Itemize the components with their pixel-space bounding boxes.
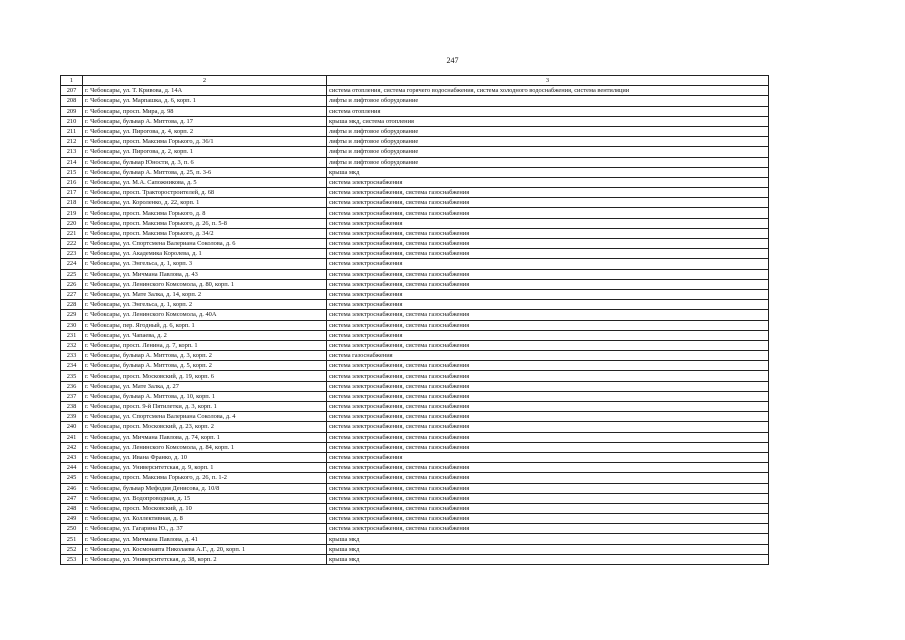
table-row	[61, 147, 769, 157]
row-address: г. Чебоксары, ул. Мичмана Павлова, д. 74, корп. 1	[83, 432, 327, 442]
row-works: система электроснабжения, система газоснабжения	[327, 228, 769, 238]
row-works: система электроснабжения	[327, 177, 769, 187]
row-works: система отопления, система горячего водоснабжения, система холодного водоснабжения, система вентиляции	[327, 86, 769, 96]
table-row	[61, 514, 769, 524]
row-address: г. Чебоксары, просп. Ленина, д. 7, корп. 1	[83, 340, 327, 350]
table-row	[61, 442, 769, 452]
table-row	[61, 228, 769, 238]
table-row	[61, 452, 769, 462]
row-address: г. Чебоксары, ул. Марпашка, д. 6, корп. 1	[83, 96, 327, 106]
row-address: г. Чебоксары, ул. Коллективная, д. 8	[83, 514, 327, 524]
row-number: 239	[61, 412, 83, 422]
row-works: система электроснабжения, система газоснабжения	[327, 412, 769, 422]
row-number: 233	[61, 351, 83, 361]
table-row	[61, 503, 769, 513]
row-number: 225	[61, 269, 83, 279]
row-works: система электроснабжения, система газоснабжения	[327, 493, 769, 503]
table-row	[61, 432, 769, 442]
row-works: лифты и лифтовое оборудование	[327, 157, 769, 167]
row-address: г. Чебоксары, просп. Максима Горького, д. 34/2	[83, 228, 327, 238]
row-number: 253	[61, 554, 83, 564]
row-number: 250	[61, 524, 83, 534]
row-number: 244	[61, 463, 83, 473]
row-works: крыша мкд	[327, 554, 769, 564]
table-row	[61, 239, 769, 249]
row-number: 245	[61, 473, 83, 483]
row-works: система отопления	[327, 106, 769, 116]
row-works: система электроснабжения	[327, 289, 769, 299]
table-row	[61, 524, 769, 534]
row-number: 226	[61, 279, 83, 289]
row-number: 213	[61, 147, 83, 157]
row-works: система электроснабжения, система газоснабжения	[327, 249, 769, 259]
row-address: г. Чебоксары, ул. М.А. Сапожникова, д. 5	[83, 177, 327, 187]
row-address: г. Чебоксары, ул. Академика Королева, д. 1	[83, 249, 327, 259]
row-address: г. Чебоксары, бульвар Юности, д. 3, п. 6	[83, 157, 327, 167]
row-address: г. Чебоксары, просп. Максима Горького, д. 36/1	[83, 137, 327, 147]
table-row	[61, 320, 769, 330]
row-works: система электроснабжения	[327, 259, 769, 269]
row-number: 231	[61, 330, 83, 340]
row-works: крыша мкд, система отопления	[327, 116, 769, 126]
row-address: г. Чебоксары, просп. Московский, д. 23, корп. 2	[83, 422, 327, 432]
row-works: система газоснабжения	[327, 351, 769, 361]
row-number: 237	[61, 391, 83, 401]
table-body	[61, 86, 769, 565]
row-works: система электроснабжения	[327, 218, 769, 228]
row-works: лифты и лифтовое оборудование	[327, 126, 769, 136]
row-address: г. Чебоксары, ул. Чапаева, д. 2	[83, 330, 327, 340]
row-number: 214	[61, 157, 83, 167]
table-row	[61, 310, 769, 320]
table-row	[61, 116, 769, 126]
row-address: г. Чебоксары, ул. Ивана Франко, д. 10	[83, 452, 327, 462]
table-row	[61, 96, 769, 106]
row-works: лифты и лифтовое оборудование	[327, 137, 769, 147]
table-row	[61, 198, 769, 208]
table-row	[61, 167, 769, 177]
table-row	[61, 473, 769, 483]
table-row	[61, 422, 769, 432]
row-number: 238	[61, 402, 83, 412]
row-address: г. Чебоксары, ул. Ленинского Комсомола, д. 40А	[83, 310, 327, 320]
row-address: г. Чебоксары, просп. Тракторостроителей, д. 68	[83, 188, 327, 198]
table-row	[61, 188, 769, 198]
row-address: г. Чебоксары, ул. Мате Залка, д. 14, корп. 2	[83, 289, 327, 299]
table-row	[61, 289, 769, 299]
page-number: 247	[446, 56, 459, 65]
row-works: система электроснабжения, система газоснабжения	[327, 432, 769, 442]
column-header-works: 3	[327, 76, 769, 86]
row-number: 210	[61, 116, 83, 126]
row-works: система электроснабжения	[327, 330, 769, 340]
row-number: 234	[61, 361, 83, 371]
row-number: 248	[61, 503, 83, 513]
table-row	[61, 86, 769, 96]
row-number: 216	[61, 177, 83, 187]
table-row	[61, 137, 769, 147]
row-number: 222	[61, 239, 83, 249]
row-works: система электроснабжения, система газоснабжения	[327, 269, 769, 279]
column-header-number: 1	[61, 76, 83, 86]
row-works: крыша мкд	[327, 534, 769, 544]
row-address: г. Чебоксары, бульвар Мефодия Денисова, д. 10/8	[83, 483, 327, 493]
row-address: г. Чебоксары, бульвар А. Миттова, д. 3, корп. 2	[83, 351, 327, 361]
row-address: г. Чебоксары, просп. Максима Горького, д. 26, п. 1-2	[83, 473, 327, 483]
table-row	[61, 361, 769, 371]
row-works: система электроснабжения, система газоснабжения	[327, 422, 769, 432]
table-row	[61, 218, 769, 228]
row-number: 218	[61, 198, 83, 208]
row-number: 208	[61, 96, 83, 106]
row-address: г. Чебоксары, просп. Московский, д. 10	[83, 503, 327, 513]
row-address: г. Чебоксары, ул. Университетская, д. 38, корп. 2	[83, 554, 327, 564]
row-works: система электроснабжения, система газоснабжения	[327, 340, 769, 350]
row-address: г. Чебоксары, ул. Энгельса, д. 1, корп. 2	[83, 300, 327, 310]
row-number: 215	[61, 167, 83, 177]
row-address: г. Чебоксары, ул. Спортсмена Валериана Соколова, д. 6	[83, 239, 327, 249]
table-row	[61, 157, 769, 167]
table-row	[61, 493, 769, 503]
row-number: 232	[61, 340, 83, 350]
row-number: 241	[61, 432, 83, 442]
table-row	[61, 534, 769, 544]
row-number: 220	[61, 218, 83, 228]
row-works: система электроснабжения	[327, 300, 769, 310]
row-works: система электроснабжения, система газоснабжения	[327, 463, 769, 473]
row-number: 236	[61, 381, 83, 391]
row-number: 230	[61, 320, 83, 330]
row-address: г. Чебоксары, бульвар А. Миттова, д. 25, п. 3-6	[83, 167, 327, 177]
row-works: система электроснабжения, система газоснабжения	[327, 524, 769, 534]
row-number: 252	[61, 544, 83, 554]
row-works: система электроснабжения, система газоснабжения	[327, 391, 769, 401]
table-row	[61, 412, 769, 422]
row-address: г. Чебоксары, ул. Университетская, д. 9, корп. 1	[83, 463, 327, 473]
table-row	[61, 544, 769, 554]
row-address: г. Чебоксары, ул. Мате Залка, д. 27	[83, 381, 327, 391]
row-works: система электроснабжения, система газоснабжения	[327, 503, 769, 513]
table-row	[61, 208, 769, 218]
table-row	[61, 177, 769, 187]
works-registry-table	[60, 75, 769, 565]
row-number: 228	[61, 300, 83, 310]
row-number: 209	[61, 106, 83, 116]
row-address: г. Чебоксары, ул. Ленинского Комсомола, д. 80, корп. 1	[83, 279, 327, 289]
row-number: 224	[61, 259, 83, 269]
column-header-address: 2	[83, 76, 327, 86]
row-number: 223	[61, 249, 83, 259]
row-number: 217	[61, 188, 83, 198]
row-address: г. Чебоксары, ул. Ленинского Комсомола, д. 84, корп. 1	[83, 442, 327, 452]
row-number: 247	[61, 493, 83, 503]
row-number: 243	[61, 452, 83, 462]
row-number: 249	[61, 514, 83, 524]
row-number: 229	[61, 310, 83, 320]
row-address: г. Чебоксары, ул. Короленко, д. 22, корп. 1	[83, 198, 327, 208]
table-row	[61, 330, 769, 340]
table-row	[61, 351, 769, 361]
row-works: система электроснабжения, система газоснабжения	[327, 320, 769, 330]
row-works: система электроснабжения, система газоснабжения	[327, 473, 769, 483]
row-number: 221	[61, 228, 83, 238]
row-number: 227	[61, 289, 83, 299]
row-number: 219	[61, 208, 83, 218]
table-row	[61, 259, 769, 269]
row-works: система электроснабжения, система газоснабжения	[327, 442, 769, 452]
row-works: система электроснабжения, система газоснабжения	[327, 402, 769, 412]
row-number: 211	[61, 126, 83, 136]
row-works: система электроснабжения, система газоснабжения	[327, 208, 769, 218]
row-address: г. Чебоксары, ул. Т. Кривова, д. 14А	[83, 86, 327, 96]
row-address: г. Чебоксары, бульвар А. Миттова, д. 10, корп. 1	[83, 391, 327, 401]
row-works: крыша мкд	[327, 167, 769, 177]
row-works: система электроснабжения, система газоснабжения	[327, 198, 769, 208]
table-row	[61, 463, 769, 473]
row-address: г. Чебоксары, ул. Мичмана Павлова, д. 43	[83, 269, 327, 279]
row-works: система электроснабжения, система газоснабжения	[327, 514, 769, 524]
row-works: система электроснабжения	[327, 452, 769, 462]
table-row	[61, 483, 769, 493]
table-row	[61, 269, 769, 279]
row-number: 242	[61, 442, 83, 452]
table-row	[61, 106, 769, 116]
table-row	[61, 402, 769, 412]
row-address: г. Чебоксары, пер. Ягодный, д. 6, корп. 1	[83, 320, 327, 330]
row-address: г. Чебоксары, ул. Мичмана Павлова, д. 41	[83, 534, 327, 544]
table-row	[61, 279, 769, 289]
row-number: 212	[61, 137, 83, 147]
row-address: г. Чебоксары, ул. Гагарина Ю., д. 37	[83, 524, 327, 534]
row-works: система электроснабжения, система газоснабжения	[327, 239, 769, 249]
row-address: г. Чебоксары, просп. 9-й Пятилетки, д. 3, корп. 1	[83, 402, 327, 412]
row-works: система электроснабжения, система газоснабжения	[327, 279, 769, 289]
row-address: г. Чебоксары, ул. Космонавта Николаева А.Г., д. 20, корп. 1	[83, 544, 327, 554]
table-row	[61, 554, 769, 564]
row-works: система электроснабжения, система газоснабжения	[327, 371, 769, 381]
row-works: система электроснабжения, система газоснабжения	[327, 381, 769, 391]
row-address: г. Чебоксары, просп. Максима Горького, д. 26, п. 5-8	[83, 218, 327, 228]
row-works: система электроснабжения, система газоснабжения	[327, 483, 769, 493]
row-works: система электроснабжения, система газоснабжения	[327, 361, 769, 371]
row-address: г. Чебоксары, бульвар А. Миттова, д. 5, корп. 2	[83, 361, 327, 371]
row-number: 246	[61, 483, 83, 493]
row-address: г. Чебоксары, ул. Водопроводная, д. 15	[83, 493, 327, 503]
row-address: г. Чебоксары, бульвар А. Миттова, д. 17	[83, 116, 327, 126]
table-row	[61, 126, 769, 136]
row-works: крыша мкд	[327, 544, 769, 554]
row-address: г. Чебоксары, ул. Пирогова, д. 2, корп. 1	[83, 147, 327, 157]
row-number: 207	[61, 86, 83, 96]
row-address: г. Чебоксары, ул. Пирогова, д. 4, корп. 2	[83, 126, 327, 136]
table-header-row	[61, 76, 769, 86]
row-number: 251	[61, 534, 83, 544]
table-row	[61, 340, 769, 350]
row-number: 235	[61, 371, 83, 381]
table-row	[61, 381, 769, 391]
row-address: г. Чебоксары, ул. Энгельса, д. 1, корп. 3	[83, 259, 327, 269]
row-address: г. Чебоксары, ул. Спортсмена Валериана Соколова, д. 4	[83, 412, 327, 422]
row-works: лифты и лифтовое оборудование	[327, 147, 769, 157]
row-address: г. Чебоксары, просп. Мира, д. 98	[83, 106, 327, 116]
row-address: г. Чебоксары, просп. Максима Горького, д. 8	[83, 208, 327, 218]
table-row	[61, 371, 769, 381]
row-address: г. Чебоксары, просп. Московский, д. 19, корп. 6	[83, 371, 327, 381]
table-row	[61, 300, 769, 310]
table-row	[61, 391, 769, 401]
row-works: лифты и лифтовое оборудование	[327, 96, 769, 106]
row-works: система электроснабжения, система газоснабжения	[327, 188, 769, 198]
row-works: система электроснабжения, система газоснабжения	[327, 310, 769, 320]
row-number: 240	[61, 422, 83, 432]
table-row	[61, 249, 769, 259]
